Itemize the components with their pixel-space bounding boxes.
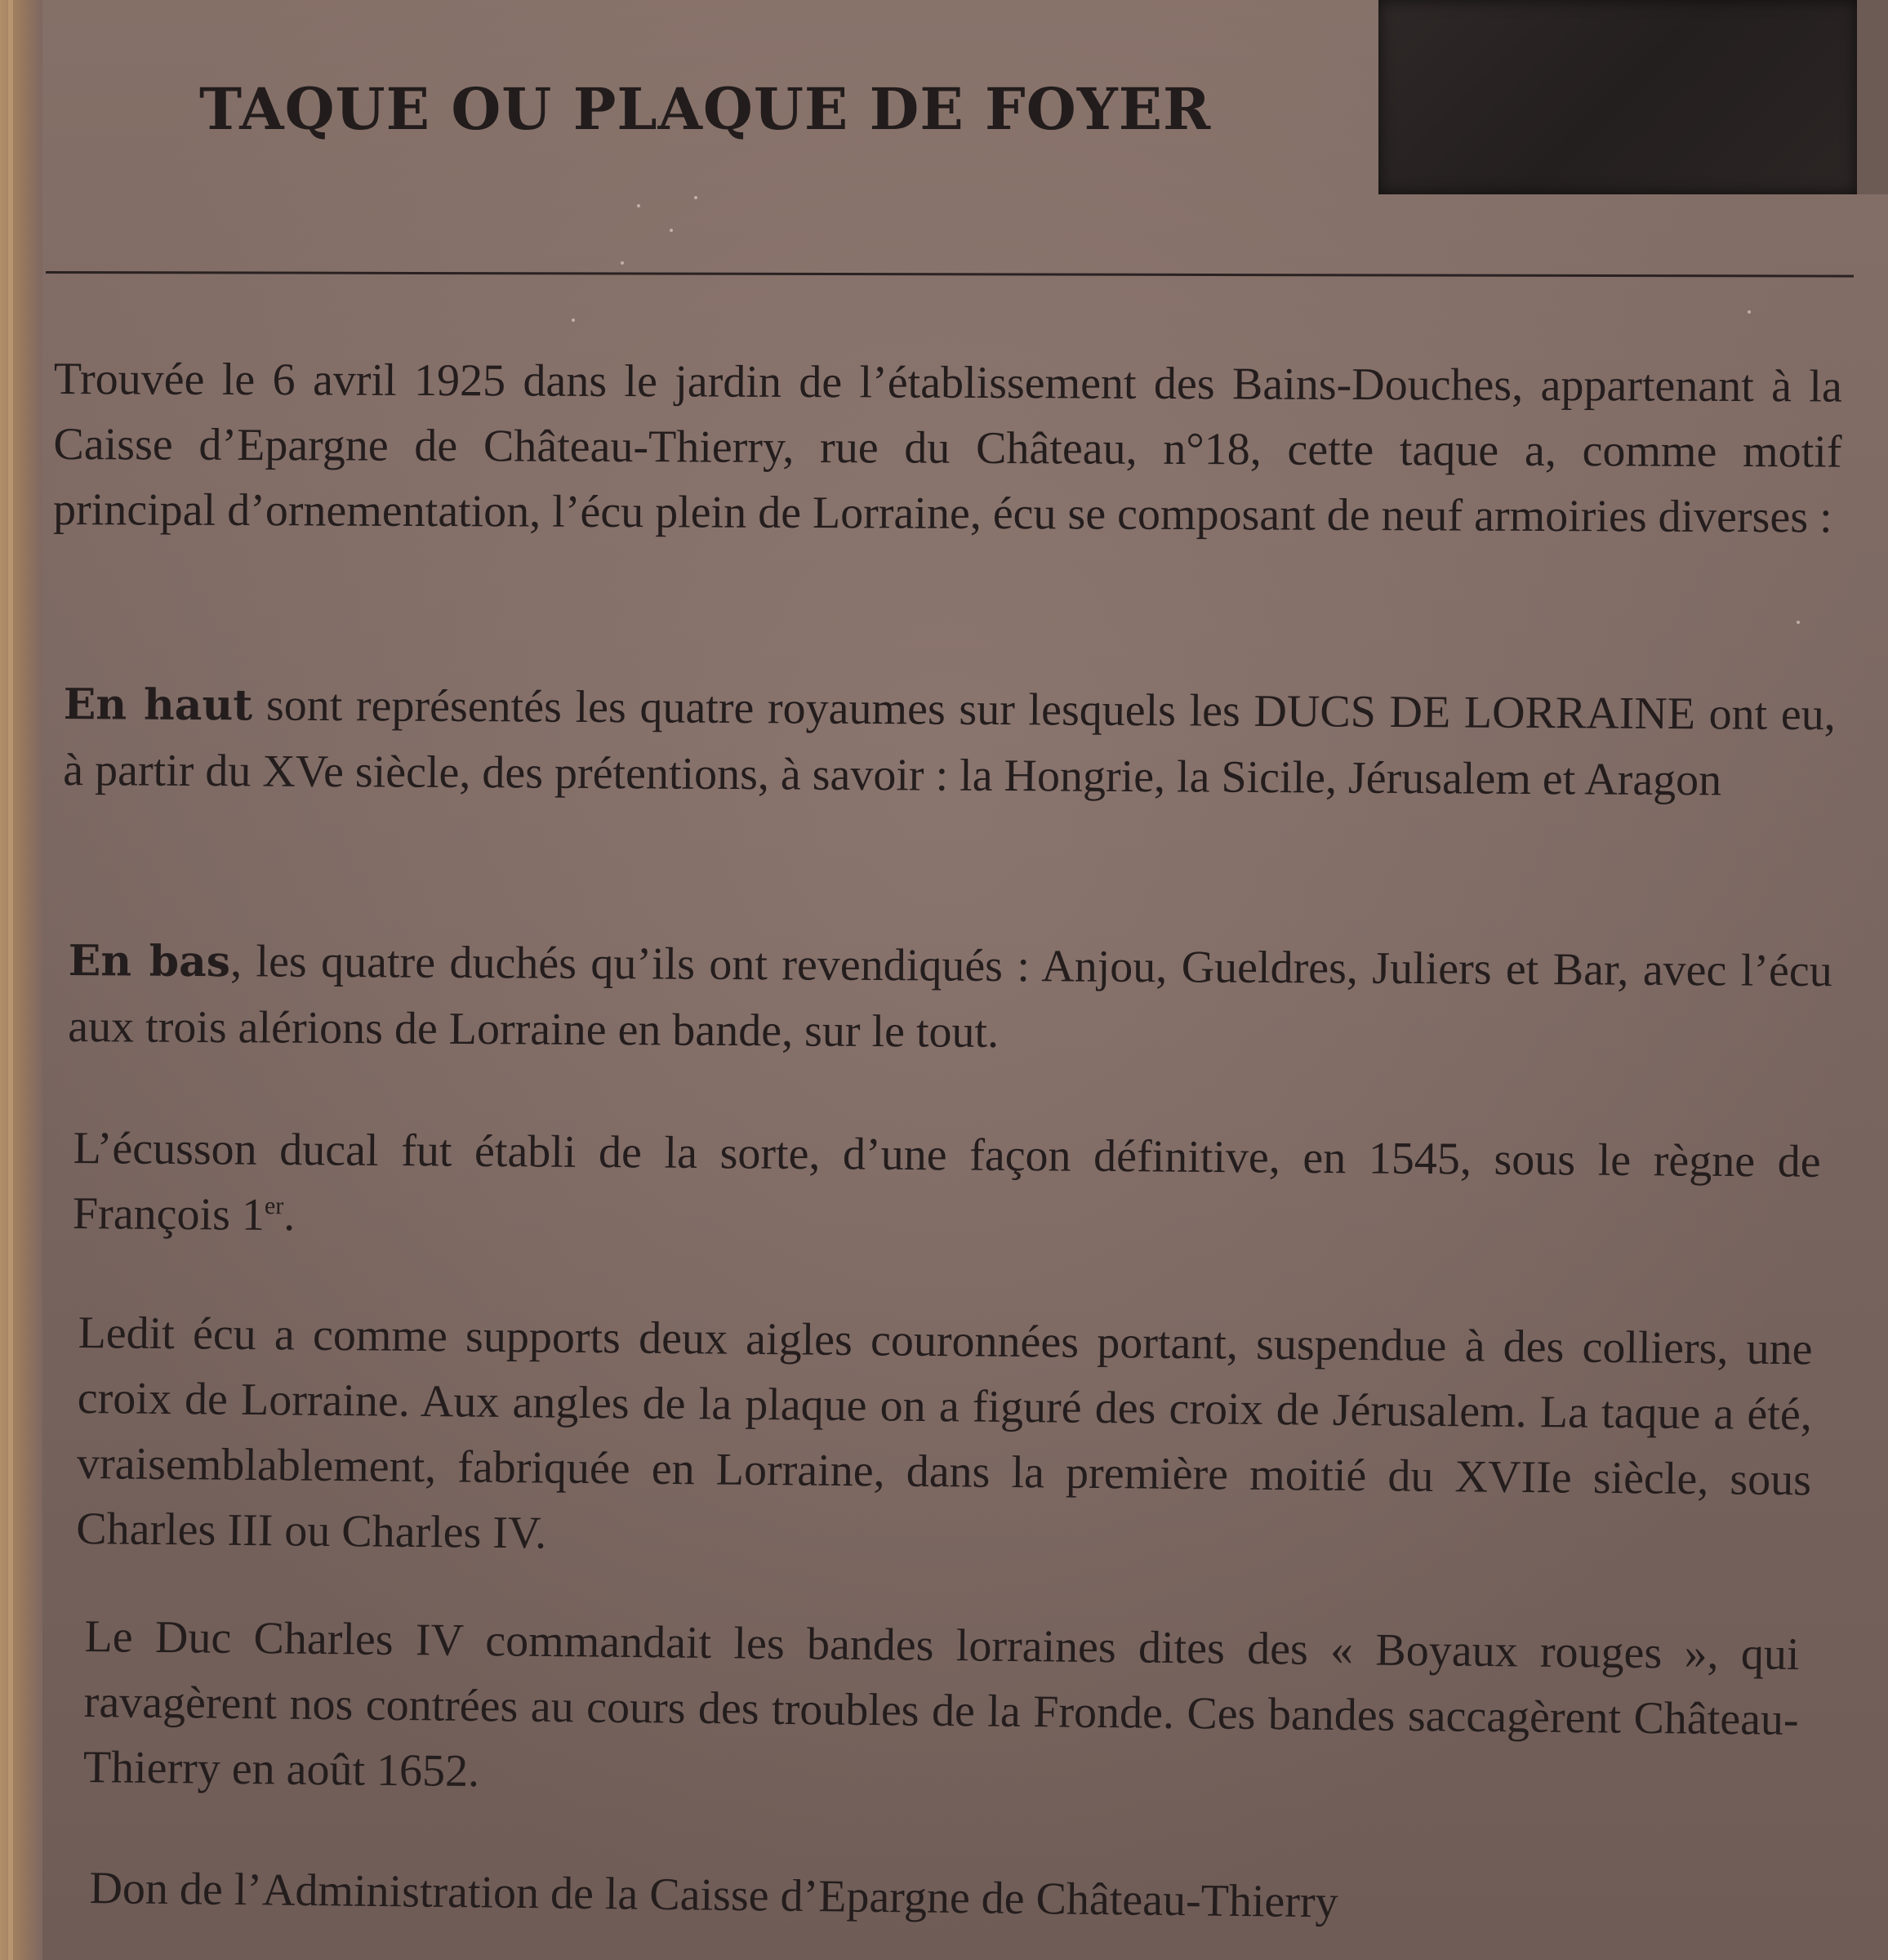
paragraph-text-en-bas: , les quatre duchés qu’ils ont revendiqués : Anjou, Gueldres, Juliers et Bar, avec l’écu aux trois alérions de Lorraine en bande, sur le tout. — [68, 936, 1832, 1058]
title-divider — [46, 271, 1854, 278]
dust-speck — [621, 261, 624, 265]
dust-speck — [694, 196, 697, 199]
dust-speck — [670, 229, 673, 232]
paragraph-donation: Don de l’Administration de la Caisse d’Epargne de Château-Thierry — [89, 1862, 1338, 1928]
paragraph-en-bas — [68, 928, 1832, 1070]
paragraph-charles-iv: Le Duc Charles IV commandait les bandes lorraines dites des « Boyaux rouges », qui ravagèrent nos contrées au cours des troubles de la Fronde. Ces bandes saccagèrent Château-Thierry en août 1652. — [82, 1610, 1800, 1797]
paragraph-lead-en-bas: En bas — [68, 935, 231, 987]
paragraph-en-haut — [63, 671, 1836, 813]
paragraph-end-ecusson: . — [283, 1190, 296, 1241]
photo-inset-border — [1857, 0, 1888, 194]
plaque-title: TAQUE OU PLAQUE DE FOYER — [199, 75, 1212, 143]
paragraph-lead-en-haut: En haut — [63, 679, 253, 731]
dark-photo-inset — [1378, 0, 1857, 194]
paragraph-discovery: Trouvée le 6 avril 1925 dans le jardin de l’établissement des Bains-Douches, appartenant à la Caisse d’Epargne de Château-Thierry, rue du Château, n°18, cette taque a, comme motif principal d’ornementation, l’écu plein de Lorraine, écu se composant de neuf armoiries diverses : — [52, 353, 1842, 543]
paragraph-text-en-haut: sont représentés les quatre royaumes sur lesquels les DUCS DE LORRAINE ont eu, à partir du XVe siècle, des prétentions, à savoir : la Hongrie, la Sicile, Jérusalem et Aragon — [63, 679, 1836, 806]
dust-speck — [1797, 621, 1800, 624]
paragraph-ecusson — [73, 1116, 1821, 1260]
dust-speck — [572, 318, 575, 322]
wooden-frame-edge — [0, 0, 42, 1960]
dust-speck — [1748, 310, 1751, 314]
dust-speck — [637, 204, 640, 207]
paragraph-text-ecusson: L’écusson ducal fut établi de la sorte, d’une façon définitive, en 1545, sous le règne de François 1 — [72, 1122, 1821, 1241]
ordinal-superscript: er — [264, 1192, 284, 1220]
frame-highlight — [8, 0, 13, 1960]
paragraph-supports: Ledit écu a comme supports deux aigles couronnées portant, suspendue à des colliers, une croix de Lorraine. Aux angles de la plaque on a figuré des croix de Jérusalem. La taque a été, vraisemblablement, fabriquée en Lorraine, dans la première moitié du XVIIe siècle, sous Charles III ou Charles IV. — [76, 1307, 1813, 1559]
